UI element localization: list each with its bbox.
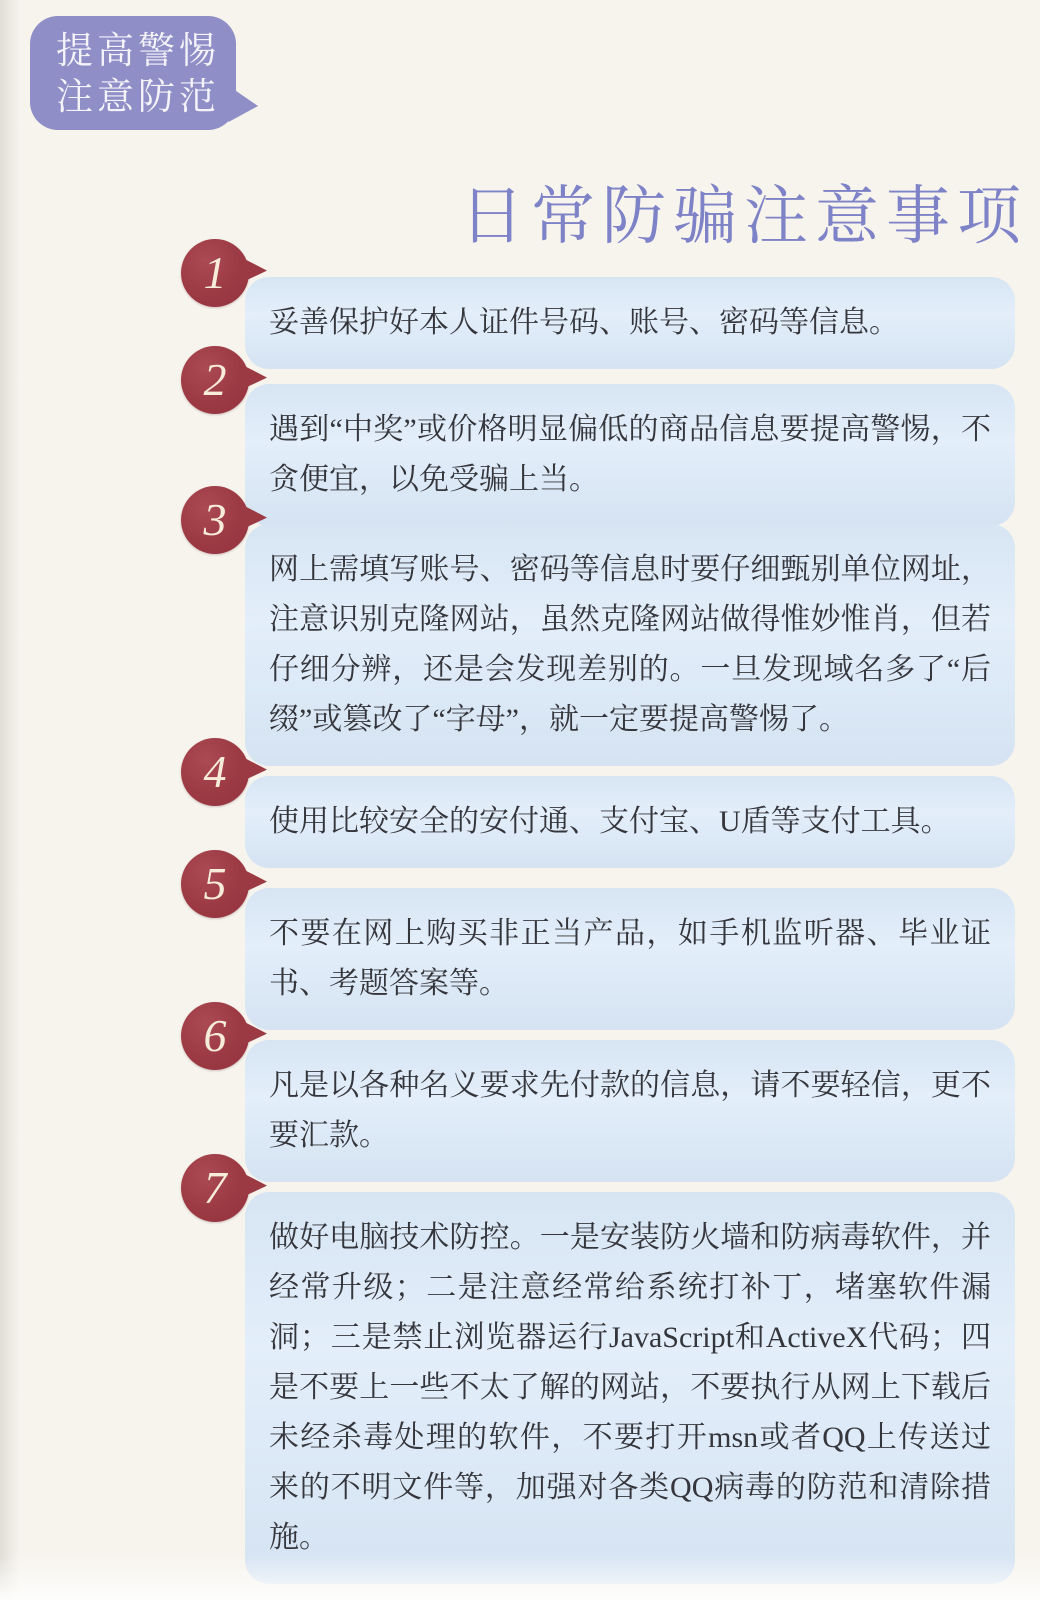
tip-number-badge-5 bbox=[181, 850, 249, 918]
bubble-line-1: 提高警惕 bbox=[56, 30, 220, 71]
tip-item-4 bbox=[203, 746, 1015, 868]
tip-text-1: 妥善保护好本人证件号码、账号、密码等信息。 bbox=[269, 306, 899, 339]
tip-text-4: 使用比较安全的安付通、支付宝、U盾等支付工具。 bbox=[269, 805, 951, 838]
tip-number-4: 4 bbox=[203, 746, 227, 797]
tip-text-box-2 bbox=[245, 384, 1015, 526]
tip-item-7 bbox=[203, 1162, 1015, 1584]
tip-text-box-4 bbox=[245, 776, 1015, 868]
tip-item-6 bbox=[203, 1010, 1015, 1182]
tip-text-6: 凡是以各种名义要求先付款的信息，请不要轻信，更不要汇款。 bbox=[269, 1069, 991, 1152]
tip-number-6: 6 bbox=[203, 1010, 227, 1061]
vigilance-speech-bubble bbox=[30, 16, 236, 130]
tip-text-box-1 bbox=[245, 277, 1015, 369]
tip-item-3 bbox=[203, 494, 1015, 766]
tip-number-badge-4 bbox=[181, 738, 249, 806]
speech-bubble-tail bbox=[226, 84, 258, 122]
tip-text-box-6 bbox=[245, 1040, 1015, 1182]
page-title: 日常防骗注意事项 bbox=[460, 180, 1028, 252]
tip-text-7: 做好电脑技术防控。一是安装防火墙和防病毒软件，并经常升级；二是注意经常给系统打补丁，堵塞软件漏洞；三是禁止浏览器运行JavaScript和ActiveX代码；四是不要上一些不太了解的网站，不要执行从网上下载后未经杀毒处理的软件，不要打开msn或者QQ上传送过来的不明文件等，加强对各类QQ病毒的防范和清除措施。 bbox=[269, 1221, 991, 1554]
tip-number-badge-1 bbox=[181, 239, 249, 307]
tip-item-5 bbox=[203, 858, 1015, 1030]
tip-text-box-7 bbox=[245, 1192, 1015, 1584]
tip-text-2: 遇到“中奖”或价格明显偏低的商品信息要提高警惕，不贪便宜，以免受骗上当。 bbox=[269, 413, 991, 496]
tip-number-7: 7 bbox=[203, 1162, 227, 1213]
tip-item-1 bbox=[203, 247, 1015, 369]
tip-number-1: 1 bbox=[203, 247, 227, 298]
tip-number-5: 5 bbox=[203, 858, 227, 909]
tip-text-5: 不要在网上购买非正当产品，如手机监听器、毕业证书、考题答案等。 bbox=[269, 917, 991, 1000]
tip-item-2 bbox=[203, 354, 1015, 526]
tip-text-3: 网上需填写账号、密码等信息时要仔细甄别单位网址，注意识别克隆网站，虽然克隆网站做得惟妙惟肖，但若仔细分辨，还是会发现差别的。一旦发现域名多了“后缀”或篡改了“字母”，就一定要提高警惕了。 bbox=[269, 553, 991, 736]
tip-number-badge-7 bbox=[181, 1154, 249, 1222]
tip-number-2: 2 bbox=[203, 354, 227, 405]
tip-number-badge-6 bbox=[181, 1002, 249, 1070]
tip-number-badge-3 bbox=[181, 486, 249, 554]
tip-text-box-3 bbox=[245, 524, 1015, 766]
tip-number-badge-2 bbox=[181, 346, 249, 414]
tip-number-3: 3 bbox=[203, 494, 227, 545]
tip-text-box-5 bbox=[245, 888, 1015, 1030]
bubble-line-2: 注意防范 bbox=[56, 76, 220, 117]
